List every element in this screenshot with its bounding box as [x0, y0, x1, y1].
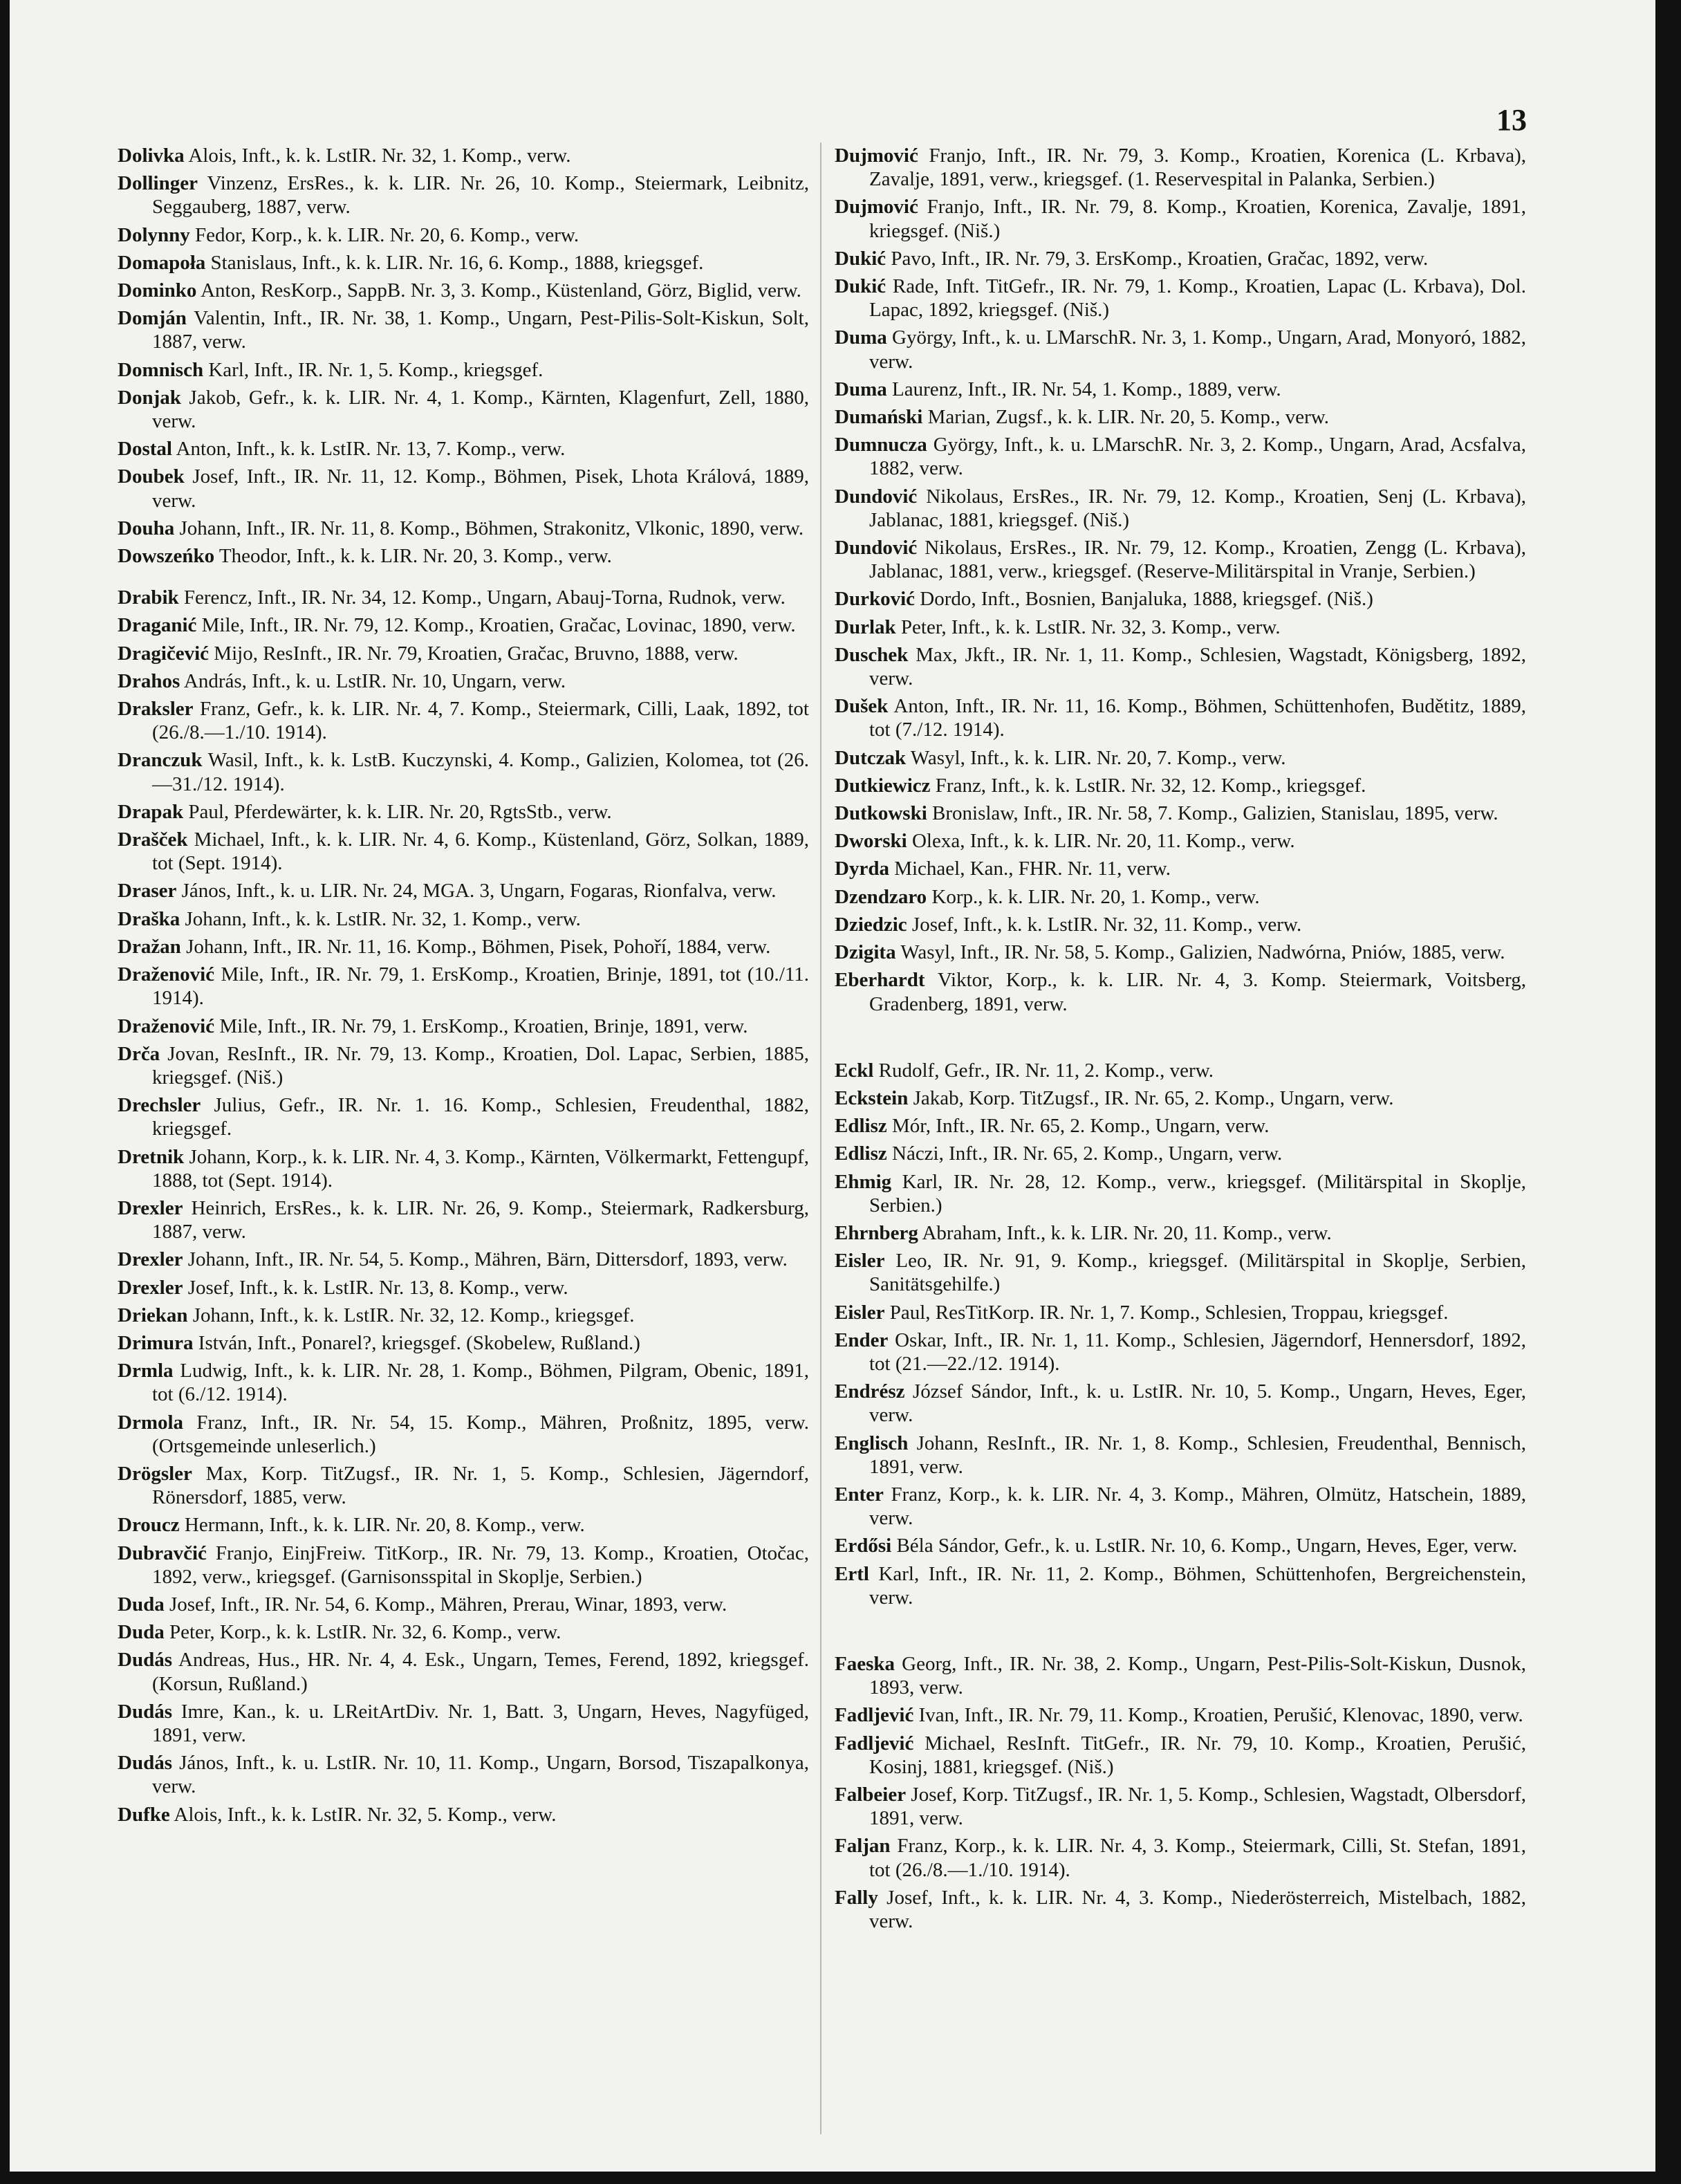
- entry-details: Max, Jkft., IR. Nr. 1, 11. Komp., Schlesien, Wagstadt, Königsberg, 1892, verw.: [869, 643, 1526, 690]
- entry-surname: Durković: [835, 588, 915, 611]
- entry-details: Mile, Inft., IR. Nr. 79, 12. Komp., Kroatien, Gračac, Lovinac, 1890, verw.: [196, 614, 796, 637]
- entry-surname: Duma: [835, 326, 887, 349]
- register-entry: [835, 1652, 1526, 1699]
- entry-surname: Dolynny: [118, 223, 190, 246]
- entry-details: Laurenz, Inft., IR. Nr. 54, 1. Komp., 1889, verw.: [886, 378, 1281, 400]
- register-entry: [118, 306, 809, 353]
- register-entry: [835, 1249, 1526, 1296]
- entry-details: Franz, Korp., k. k. LIR. Nr. 4, 3. Komp., Mähren, Olmütz, Hatschein, 1889, verw.: [869, 1483, 1526, 1530]
- entry-surname: Domapoła: [118, 251, 206, 274]
- register-entry: [835, 275, 1526, 322]
- entry-details: Johann, Inft., k. k. LstIR. Nr. 32, 12. Komp., kriegsgef.: [187, 1304, 635, 1326]
- entry-details: Josef, Inft., k. k. LstIR. Nr. 13, 8. Komp., verw.: [183, 1276, 568, 1299]
- entry-surname: Drögsler: [118, 1462, 192, 1485]
- entry-surname: Eisler: [835, 1301, 885, 1324]
- register-entry: [118, 1042, 809, 1089]
- entry-surname: Eckl: [835, 1059, 874, 1082]
- entry-details: Ferencz, Inft., IR. Nr. 34, 12. Komp., Ungarn, Abauj-Torna, Rudnok, verw.: [178, 586, 786, 609]
- register-entry: [118, 1093, 809, 1140]
- entry-surname: Drahos: [118, 669, 180, 692]
- register-entry: [118, 1276, 809, 1299]
- entry-details: Johann, Korp., k. k. LIR. Nr. 4, 3. Komp., Kärnten, Völkermarkt, Fettengupf, 1888, tot (Sept. 1914).: [152, 1145, 809, 1192]
- entry-details: Franz, Korp., k. k. LIR. Nr. 4, 3. Komp., Steiermark, Cilli, St. Stefan, 1891, tot (26./8.—1./10. 1914).: [869, 1835, 1526, 1881]
- entry-surname: Dziedzic: [835, 913, 907, 936]
- register-entry: [118, 1462, 809, 1509]
- register-entry: [118, 748, 809, 795]
- entry-details: Michael, ResInft. TitGefr., IR. Nr. 79, 10. Komp., Kroatien, Perušić, Kosinj, 1881, kriegsgef. (Niš.): [869, 1732, 1526, 1778]
- register-entry: [118, 1513, 809, 1537]
- entry-details: Mile, Inft., IR. Nr. 79, 1. ErsKomp., Kroatien, Brinje, 1891, tot (10./11. 1914).: [152, 963, 809, 1010]
- register-entry: [118, 1331, 809, 1355]
- entry-details: Bronislaw, Inft., IR. Nr. 58, 7. Komp., Galizien, Stanislau, 1895, verw.: [927, 802, 1498, 825]
- entry-details: György, Inft., k. u. LMarschR. Nr. 3, 1. Komp., Ungarn, Arad, Monyoró, 1882, verw.: [869, 326, 1526, 373]
- entry-surname: Edlisz: [835, 1142, 887, 1165]
- register-entry: [835, 968, 1526, 1015]
- register-entry: [835, 616, 1526, 639]
- entry-details: Michael, Kan., FHR. Nr. 11, verw.: [889, 858, 1171, 880]
- register-entry: [835, 195, 1526, 242]
- entry-surname: Dundović: [835, 485, 918, 508]
- page-number: 13: [1496, 103, 1527, 137]
- entry-details: Wasyl, Inft., IR. Nr. 58, 5. Komp., Galizien, Nadwórna, Pniów, 1885, verw.: [895, 941, 1505, 964]
- entry-surname: Drexler: [118, 1248, 183, 1271]
- register-entry: [118, 1145, 809, 1192]
- register-entry: [118, 1593, 809, 1616]
- register-entry: [835, 1114, 1526, 1138]
- register-entry: [835, 643, 1526, 690]
- register-entry: [835, 536, 1526, 583]
- entry-surname: Dujmović: [835, 196, 918, 219]
- entry-surname: Drmla: [118, 1360, 174, 1382]
- register-entry: [118, 669, 809, 693]
- register-entry: [118, 879, 809, 903]
- entry-details: Ludwig, Inft., k. k. LIR. Nr. 28, 1. Komp., Böhmen, Pilgram, Obenic, 1891, tot (6./12. 1914).: [152, 1360, 809, 1406]
- entry-surname: Dumański: [835, 406, 923, 429]
- register-entry: [118, 1304, 809, 1327]
- entry-details: Wasyl, Inft., k. k. LIR. Nr. 20, 7. Komp., verw.: [906, 746, 1286, 769]
- entry-surname: Dretnik: [118, 1145, 185, 1168]
- register-entry: [118, 1803, 809, 1826]
- entry-details: Johann, ResInft., IR. Nr. 1, 8. Komp., Schlesien, Freudenthal, Bennisch, 1891, verw.: [869, 1432, 1526, 1478]
- entry-details: Korp., k. k. LIR. Nr. 20, 1. Komp., verw.: [927, 885, 1260, 908]
- entry-surname: Dzigita: [835, 941, 896, 964]
- entry-details: Náczi, Inft., IR. Nr. 65, 2. Komp., Ungarn, verw.: [886, 1142, 1283, 1165]
- entry-surname: Dujmović: [835, 145, 918, 167]
- entry-details: Theodor, Inft., k. k. LIR. Nr. 20, 3. Komp., verw.: [214, 545, 612, 568]
- entry-surname: Dukić: [835, 275, 886, 298]
- entry-surname: Driekan: [118, 1304, 188, 1326]
- entry-details: Mile, Inft., IR. Nr. 79, 1. ErsKomp., Kroatien, Brinje, 1891, verw.: [214, 1015, 748, 1037]
- entry-details: Valentin, Inft., IR. Nr. 38, 1. Komp., Ungarn, Pest-Pilis-Solt-Kiskun, Solt, 1887, verw.: [152, 307, 809, 353]
- entry-surname: Dutkowski: [835, 802, 927, 825]
- entry-surname: Dollinger: [118, 172, 198, 195]
- entry-surname: Ender: [835, 1329, 889, 1351]
- entry-details: Max, Korp. TitZugsf., IR. Nr. 1, 5. Komp., Schlesien, Jägerndorf, Rönersdorf, 1885, verw.: [152, 1462, 809, 1509]
- entry-details: Paul, Pferdewärter, k. k. LIR. Nr. 20, RgtsStb., verw.: [183, 800, 612, 823]
- entry-surname: Duda: [118, 1621, 165, 1644]
- entry-surname: Dumnucza: [835, 434, 927, 456]
- entry-surname: Endrész: [835, 1380, 905, 1403]
- register-entry: [835, 247, 1526, 270]
- register-entry: [118, 358, 809, 382]
- register-entry: [118, 172, 809, 219]
- entry-details: Rade, Inft. TitGefr., IR. Nr. 79, 1. Komp., Kroatien, Lapac (L. Krbava), Dol. Lapac, 1892, kriegsgef. (Niš.): [869, 275, 1526, 322]
- entry-details: Anton, Inft., k. k. LstIR. Nr. 13, 7. Komp., verw.: [171, 438, 566, 461]
- register-entry: [835, 378, 1526, 401]
- entry-details: Abraham, Inft., k. k. LIR. Nr. 20, 11. Komp., verw.: [918, 1221, 1332, 1244]
- entry-surname: Fadljević: [835, 1732, 914, 1755]
- entry-surname: Falbeier: [835, 1783, 907, 1806]
- register-entry: [835, 1380, 1526, 1427]
- register-entry: [835, 144, 1526, 191]
- entry-details: Mijo, ResInft., IR. Nr. 79, Kroatien, Gračac, Bruvno, 1888, verw.: [209, 642, 739, 665]
- entry-surname: Durlak: [835, 616, 896, 638]
- entry-details: János, Inft., k. u. LstIR. Nr. 10, 11. Komp., Ungarn, Borsod, Tiszapalkonya, verw.: [152, 1752, 809, 1798]
- entry-details: Franjo, EinjFreiw. TitKorp., IR. Nr. 79, 13. Komp., Kroatien, Otočac, 1892, verw., kriegsgef. (Garnisonsspital in Skoplje, Serbien.): [152, 1542, 809, 1588]
- entry-details: Ivan, Inft., IR. Nr. 79, 11. Komp., Kroatien, Perušić, Klenovac, 1890, verw.: [913, 1704, 1523, 1727]
- register-entry: [835, 774, 1526, 797]
- register-entry: [835, 1534, 1526, 1557]
- entry-surname: Erdősi: [835, 1535, 892, 1557]
- register-entry: [835, 913, 1526, 936]
- entry-surname: Draška: [118, 907, 180, 930]
- entry-details: Leo, IR. Nr. 91, 9. Komp., kriegsgef. (Militärspital in Skoplje, Serbien, Sanitätsgehilfe.): [869, 1250, 1526, 1296]
- entry-details: Franz, Inft., k. k. LstIR. Nr. 32, 12. Komp., kriegsgef.: [930, 774, 1366, 797]
- entry-surname: Duda: [118, 1593, 165, 1616]
- register-entry: [118, 697, 809, 744]
- entry-details: Johann, Inft., IR. Nr. 11, 16. Komp., Böhmen, Pisek, Pohoří, 1884, verw.: [180, 935, 771, 958]
- entry-surname: Fadljević: [835, 1704, 914, 1727]
- entry-details: Heinrich, ErsRes., k. k. LIR. Nr. 26, 9. Komp., Steiermark, Radkersburg, 1887, verw.: [152, 1196, 809, 1243]
- document-page: [10, 0, 1655, 2172]
- entry-details: Béla Sándor, Gefr., k. u. LstIR. Nr. 10, 6. Komp., Ungarn, Heves, Eger, verw.: [891, 1535, 1518, 1557]
- register-entry: [118, 1015, 809, 1038]
- register-entry: [835, 1086, 1526, 1110]
- entry-details: Alois, Inft., k. k. LstIR. Nr. 32, 1. Komp., verw.: [184, 145, 571, 167]
- entry-surname: Dutczak: [835, 746, 907, 769]
- entry-surname: Dušek: [835, 695, 889, 718]
- entry-surname: Drexler: [118, 1276, 183, 1299]
- entry-details: Franz, Inft., IR. Nr. 54, 15. Komp., Mähren, Proßnitz, 1895, verw. (Ortsgemeinde unleserlich.): [152, 1411, 809, 1457]
- entry-surname: Dostal: [118, 438, 172, 461]
- register-entry: [835, 1329, 1526, 1376]
- entry-surname: Dudás: [118, 1752, 172, 1775]
- entry-surname: Englisch: [835, 1432, 909, 1454]
- entry-details: Karl, IR. Nr. 28, 12. Komp., verw., kriegsgef. (Militärspital in Skoplje, Serbien.): [869, 1170, 1526, 1216]
- register-entry: [835, 1170, 1526, 1217]
- entry-details: Josef, Inft., k. k. LIR. Nr. 4, 3. Komp., Niederösterreich, Mistelbach, 1882, verw.: [869, 1886, 1526, 1932]
- register-entry: [835, 941, 1526, 964]
- entry-surname: Ertl: [835, 1562, 869, 1585]
- register-entry: [118, 642, 809, 665]
- entry-details: Josef, Inft., k. k. LstIR. Nr. 32, 11. Komp., verw.: [907, 913, 1302, 936]
- entry-details: Jakab, Korp. TitZugsf., IR. Nr. 65, 2. Komp., Ungarn, verw.: [908, 1086, 1394, 1109]
- register-entry: [835, 829, 1526, 853]
- entry-surname: Drapak: [118, 800, 184, 823]
- entry-details: Nikolaus, ErsRes., IR. Nr. 79, 12. Komp., Kroatien, Zengg (L. Krbava), Jablanac, 1881, verw., kriegsgef. (Reserve-Militärspital in Vranje, Serbien.): [869, 537, 1526, 583]
- register-entry: [118, 251, 809, 275]
- entry-surname: Drmola: [118, 1411, 184, 1434]
- entry-details: Hermann, Inft., k. k. LIR. Nr. 20, 8. Komp., verw.: [179, 1514, 585, 1537]
- register-entry: [118, 517, 809, 540]
- entry-details: Stanislaus, Inft., k. k. LIR. Nr. 16, 6. Komp., 1888, kriegsgef.: [205, 251, 704, 274]
- entry-details: Peter, Korp., k. k. LstIR. Nr. 32, 6. Komp., verw.: [164, 1621, 561, 1644]
- register-entry: [118, 1648, 809, 1695]
- register-entry: [835, 1886, 1526, 1933]
- register-entry: [118, 1620, 809, 1644]
- entry-details: Alois, Inft., k. k. LstIR. Nr. 32, 5. Komp., verw.: [169, 1803, 557, 1826]
- register-entry: [118, 279, 809, 302]
- register-entry: [118, 1542, 809, 1589]
- entry-surname: Dundović: [835, 537, 918, 559]
- register-entry: [835, 1301, 1526, 1324]
- register-entry: [835, 1783, 1526, 1830]
- entry-details: György, Inft., k. u. LMarschR. Nr. 3, 2. Komp., Ungarn, Arad, Acsfalva, 1882, verw.: [869, 434, 1526, 480]
- entry-details: Paul, ResTitKorp. IR. Nr. 1, 7. Komp., Schlesien, Troppau, kriegsgef.: [884, 1301, 1449, 1324]
- entry-surname: Fally: [835, 1886, 878, 1909]
- right-column: [835, 144, 1526, 2149]
- register-entry: [835, 694, 1526, 741]
- entry-surname: Dranczuk: [118, 749, 203, 772]
- register-entry: [118, 828, 809, 875]
- entry-details: Karl, Inft., IR. Nr. 1, 5. Komp., kriegsgef.: [203, 358, 544, 381]
- register-entry: [835, 1432, 1526, 1479]
- register-entry: [835, 485, 1526, 532]
- entry-surname: Droucz: [118, 1514, 180, 1537]
- entry-surname: Dudás: [118, 1700, 172, 1723]
- entry-details: Johann, Inft., IR. Nr. 54, 5. Komp., Mähren, Bärn, Dittersdorf, 1893, verw.: [183, 1248, 788, 1271]
- register-entry: [118, 1196, 809, 1243]
- entry-details: Josef, Korp. TitZugsf., IR. Nr. 1, 5. Komp., Schlesien, Wagstadt, Olbersdorf, 1891, verw.: [869, 1783, 1526, 1830]
- entry-details: Imre, Kan., k. u. LReitArtDiv. Nr. 1, Batt. 3, Ungarn, Heves, Nagyfüged, 1891, verw.: [152, 1700, 809, 1746]
- entry-details: Fedor, Korp., k. k. LIR. Nr. 20, 6. Komp., verw.: [189, 223, 579, 246]
- register-entry: [118, 586, 809, 609]
- entry-surname: Draženović: [118, 963, 215, 986]
- entry-details: Johann, Inft., k. k. LstIR. Nr. 32, 1. Komp., verw.: [180, 907, 581, 930]
- register-entry: [835, 1221, 1526, 1245]
- register-entry: [118, 963, 809, 1010]
- entry-details: Wasil, Inft., k. k. LstB. Kuczynski, 4. Komp., Galizien, Kolomea, tot (26.—31./12. 1914).: [152, 749, 809, 795]
- entry-details: Johann, Inft., IR. Nr. 11, 8. Komp., Böhmen, Strakonitz, Vlkonic, 1890, verw.: [174, 517, 804, 539]
- entry-surname: Draganić: [118, 614, 197, 637]
- entry-surname: Ehmig: [835, 1170, 892, 1193]
- entry-details: Michael, Inft., k. k. LIR. Nr. 4, 6. Komp., Küstenland, Görz, Solkan, 1889, tot (Sept. 1914).: [152, 829, 809, 875]
- register-entry: [118, 1751, 809, 1798]
- register-entry: [118, 800, 809, 824]
- entry-details: Oskar, Inft., IR. Nr. 1, 11. Komp., Schlesien, Jägerndorf, Hennersdorf, 1892, tot (21.—22./12. 1914).: [869, 1329, 1526, 1375]
- entry-surname: Faljan: [835, 1835, 891, 1858]
- register-entry: [835, 1142, 1526, 1165]
- register-entry: [835, 1703, 1526, 1727]
- register-entry: [835, 1562, 1526, 1609]
- register-entry: [835, 885, 1526, 909]
- register-entry: [118, 1359, 809, 1406]
- entry-details: Jakob, Gefr., k. k. LIR. Nr. 4, 1. Komp., Kärnten, Klagenfurt, Zell, 1880, verw.: [152, 386, 809, 433]
- register-entry: [118, 544, 809, 568]
- register-entry: [118, 907, 809, 931]
- entry-surname: Eisler: [835, 1250, 885, 1273]
- entry-surname: Dufke: [118, 1803, 170, 1826]
- register-entry: [835, 326, 1526, 373]
- register-entry: [118, 144, 809, 167]
- entry-details: Karl, Inft., IR. Nr. 11, 2. Komp., Böhmen, Schüttenhofen, Bergreichenstein, verw.: [869, 1562, 1526, 1609]
- register-entry: [835, 1732, 1526, 1779]
- entry-surname: Doubek: [118, 465, 185, 488]
- entry-details: Julius, Gefr., IR. Nr. 1. 16. Komp., Schlesien, Freudenthal, 1882, kriegsgef.: [152, 1094, 809, 1140]
- entry-details: Josef, Inft., IR. Nr. 54, 6. Komp., Mähren, Prerau, Winar, 1893, verw.: [164, 1593, 727, 1616]
- entry-surname: Enter: [835, 1483, 884, 1506]
- entry-surname: Dowszeńko: [118, 545, 215, 568]
- entry-surname: Dolivka: [118, 145, 185, 167]
- entry-surname: Draženović: [118, 1015, 215, 1037]
- entry-surname: Drča: [118, 1042, 160, 1065]
- entry-surname: Dukić: [835, 247, 886, 270]
- register-entry: [835, 433, 1526, 480]
- register-entry: [835, 1059, 1526, 1082]
- entry-details: Jovan, ResInft., IR. Nr. 79, 13. Komp., Kroatien, Dol. Lapac, Serbien, 1885, kriegsgef. (Niš.): [152, 1042, 809, 1089]
- register-entry: [835, 1834, 1526, 1881]
- register-entry: [835, 857, 1526, 880]
- register-entry: [118, 386, 809, 433]
- entry-surname: Dzendzaro: [835, 885, 927, 908]
- register-entry: [118, 223, 809, 247]
- entry-details: Marian, Zugsf., k. k. LIR. Nr. 20, 5. Komp., verw.: [922, 406, 1330, 429]
- register-entry: [835, 802, 1526, 825]
- entry-surname: Eckstein: [835, 1086, 909, 1109]
- entry-surname: Donjak: [118, 386, 181, 409]
- entry-details: Mór, Inft., IR. Nr. 65, 2. Komp., Ungarn, verw.: [886, 1115, 1270, 1138]
- entry-surname: Duschek: [835, 643, 909, 666]
- entry-surname: Dutkiewicz: [835, 774, 931, 797]
- entry-surname: Domnisch: [118, 358, 204, 381]
- entry-details: Pavo, Inft., IR. Nr. 79, 3. ErsKomp., Kroatien, Gračac, 1892, verw.: [886, 247, 1429, 270]
- entry-details: Viktor, Korp., k. k. LIR. Nr. 4, 3. Komp. Steiermark, Voitsberg, Gradenberg, 1891, verw.: [869, 969, 1526, 1015]
- register-entry: [835, 1483, 1526, 1530]
- entry-surname: Eberhardt: [835, 969, 925, 992]
- entry-surname: Drechsler: [118, 1094, 201, 1117]
- entry-details: János, Inft., k. u. LIR. Nr. 24, MGA. 3, Ungarn, Fogaras, Rionfalva, verw.: [176, 880, 777, 903]
- entry-surname: Dworski: [835, 830, 907, 853]
- entry-details: István, Inft., Ponarel?, kriegsgef. (Skobelew, Rußland.): [193, 1331, 640, 1354]
- entry-surname: Dominko: [118, 279, 197, 302]
- entry-details: Georg, Inft., IR. Nr. 38, 2. Komp., Ungarn, Pest-Pilis-Solt-Kiskun, Dusnok, 1893, verw.: [869, 1652, 1526, 1699]
- entry-surname: Ehrnberg: [835, 1221, 918, 1244]
- entry-surname: Dražan: [118, 935, 181, 958]
- register-entry: [118, 613, 809, 637]
- column-divider: [820, 142, 821, 2134]
- entry-surname: Drexler: [118, 1196, 183, 1219]
- entry-surname: Dubravčić: [118, 1542, 207, 1564]
- entry-details: Franz, Gefr., k. k. LIR. Nr. 4, 7. Komp., Steiermark, Cilli, Laak, 1892, tot (26./8.—1./10. 1914).: [152, 698, 809, 744]
- entry-details: Rudolf, Gefr., IR. Nr. 11, 2. Komp., verw.: [873, 1059, 1214, 1082]
- entry-details: Josef, Inft., IR. Nr. 11, 12. Komp., Böhmen, Pisek, Lhota Králová, 1889, verw.: [152, 465, 809, 512]
- entry-surname: Dragičević: [118, 642, 210, 665]
- register-entry: [118, 1411, 809, 1458]
- register-entry: [835, 746, 1526, 770]
- entry-details: Peter, Inft., k. k. LstIR. Nr. 32, 3. Komp., verw.: [895, 616, 1281, 638]
- entry-details: Olexa, Inft., k. k. LIR. Nr. 20, 11. Komp., verw.: [907, 830, 1295, 853]
- register-entry: [835, 587, 1526, 611]
- entry-details: Anton, Inft., IR. Nr. 11, 16. Komp., Böhmen, Schüttenhofen, Budětitz, 1889, tot (7./12. 1914).: [869, 695, 1526, 741]
- register-entry: [118, 1248, 809, 1271]
- entry-details: Andreas, Hus., HR. Nr. 4, 4. Esk., Ungarn, Temes, Ferend, 1892, kriegsgef. (Korsun, Rußland.): [152, 1649, 809, 1695]
- entry-details: Vinzenz, ErsRes., k. k. LIR. Nr. 26, 10. Komp., Steiermark, Leibnitz, Seggauberg, 1887, verw.: [152, 172, 809, 219]
- entry-surname: Draksler: [118, 698, 194, 721]
- entry-details: Anton, ResKorp., SappB. Nr. 3, 3. Komp., Küstenland, Görz, Biglid, verw.: [196, 279, 801, 302]
- entry-surname: Drabik: [118, 586, 179, 609]
- entry-surname: Drimura: [118, 1331, 194, 1354]
- register-entry: [118, 437, 809, 461]
- entry-surname: Domján: [118, 307, 187, 330]
- entry-surname: Faeska: [835, 1652, 895, 1675]
- entry-surname: Drašček: [118, 829, 188, 851]
- entry-surname: Duma: [835, 378, 887, 400]
- entry-details: Dordo, Inft., Bosnien, Banjaluka, 1888, kriegsgef. (Niš.): [915, 588, 1373, 611]
- entry-details: András, Inft., k. u. LstIR. Nr. 10, Ungarn, verw.: [180, 669, 566, 692]
- entry-details: Franjo, Inft., IR. Nr. 79, 3. Komp., Kroatien, Korenica (L. Krbava), Zavalje, 1891, verw., kriegsgef. (1. Reservespital in Palanka, Serbien.): [869, 145, 1526, 191]
- entry-surname: Douha: [118, 517, 175, 539]
- entry-surname: Dyrda: [835, 858, 889, 880]
- register-entry: [118, 935, 809, 959]
- left-column: [118, 144, 809, 2149]
- register-entry: [118, 465, 809, 512]
- entry-surname: Dudás: [118, 1649, 172, 1672]
- entry-surname: Edlisz: [835, 1115, 887, 1138]
- entry-details: Nikolaus, ErsRes., IR. Nr. 79, 12. Komp., Kroatien, Senj (L. Krbava), Jablanac, 1881, kriegsgef. (Niš.): [869, 485, 1526, 531]
- register-entry: [118, 1700, 809, 1747]
- entry-details: Franjo, Inft., IR. Nr. 79, 8. Komp., Kroatien, Korenica, Zavalje, 1891, kriegsgef. (Niš.): [869, 196, 1526, 242]
- register-entry: [835, 405, 1526, 429]
- entry-surname: Draser: [118, 880, 177, 903]
- entry-details: József Sándor, Inft., k. u. LstIR. Nr. 10, 5. Komp., Ungarn, Heves, Eger, verw.: [869, 1380, 1526, 1427]
